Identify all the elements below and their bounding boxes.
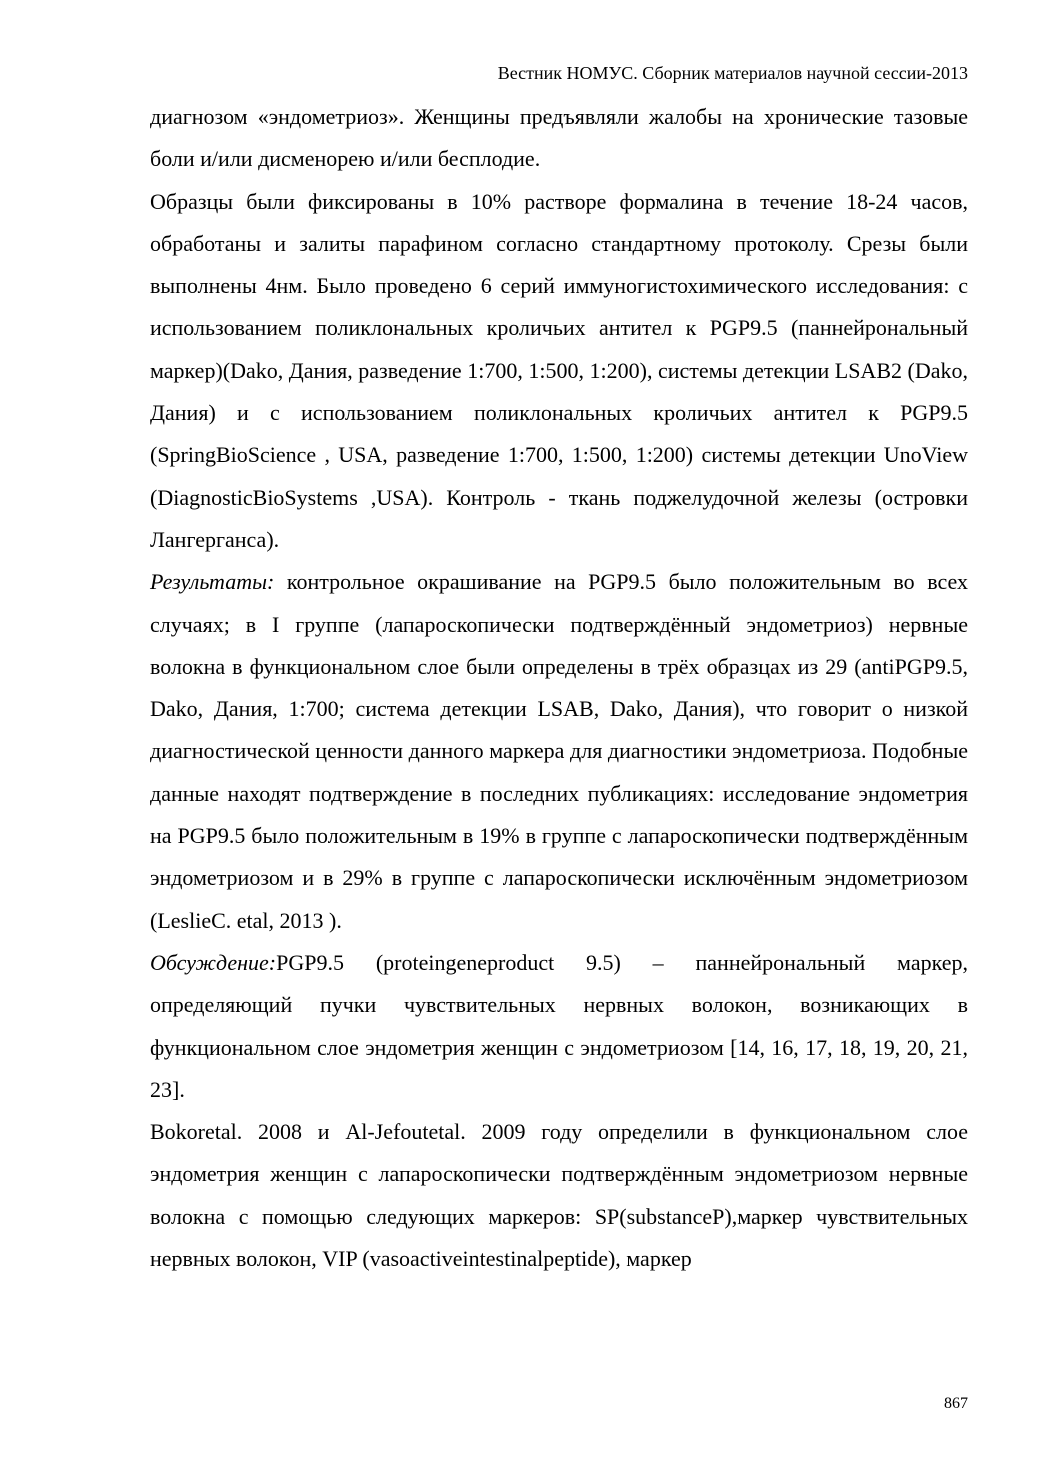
paragraph-text: диагнозом «эндометриоз». Женщины предъявляли жалобы на хронические тазовые боли и/или дисменорею и/или бесплодие. (150, 104, 968, 172)
section-label-results: Результаты: (150, 569, 275, 595)
paragraph-results (150, 561, 968, 942)
paragraph-text: контрольное окрашивание на PGP9.5 было положительным во всех случаях; в I группе (лапароскопически подтверждённый эндометриоз) нервные волокна в функциональном слое были определены в трёх образцах из 29 (antiPGP9.5, Dako, Дания, 1:700; система детекции LSAB, Dako, Дания), что говорит о низкой диагностической ценности данного маркера для диагностики эндометриоза. Подобные данные находят подтверждение в последних публикациях: исследование эндометрия на PGP9.5 было положительным в 19% в группе с лапароскопически подтверждённым эндометриозом и в 29% в группе с лапароскопически исключённым эндометриозом (LeslieC. etal, 2013 ). (150, 569, 968, 933)
running-header: Вестник НОМУС. Сборник материалов научной сессии-2013 (497, 63, 968, 83)
paragraph-diagnosis (150, 96, 968, 181)
paragraph-text: Bokoretal. 2008 и Al-Jefoutetal. 2009 году определили в функциональном слое эндометрия женщин с лапароскопически подтверждённым эндометриозом нервные волокна с помощью следующих маркеров: SP(substanceP),маркер чувствительных нервных волокон, VIP (vasoactiveintestinalpeptide), маркер (150, 1119, 968, 1272)
section-label-discussion: Обсуждение: (150, 949, 277, 975)
paragraph-text: PGP9.5 (proteingeneproduct 9.5) – паннейрональный маркер, определяющий пучки чувствительных нервных волокон, возникающих в функциональном слое эндометрия женщин с эндометриозом [14, 16, 17, 18, 19, 20, 21, 23]. (150, 949, 968, 1102)
paragraph-literature (150, 1111, 968, 1280)
paragraph-methods (150, 181, 968, 562)
paragraph-discussion (150, 942, 968, 1111)
body-text (150, 96, 968, 1280)
paragraph-text: Образцы были фиксированы в 10% растворе формалина в течение 18-24 часов, обработаны и залиты парафином согласно стандартному протоколу. Срезы были выполнены 4нм. Было проведено 6 серий иммуногистохимического исследования: с использованием поликлональных кроличьих антител к PGP9.5 (паннейрональный маркер)(Dako, Дания, разведение 1:700, 1:500, 1:200), системы детекции LSAB2 (Dako, Дания) и с использованием поликлональных кроличьих антител к PGP9.5 (SpringBioScience , USA, разведение 1:700, 1:500, 1:200) системы детекции UnoView (DiagnosticBioSystems ,USA). Контроль - ткань поджелудочной железы (островки Лангерганса). (150, 188, 968, 552)
page-number: 867 (944, 1395, 968, 1412)
